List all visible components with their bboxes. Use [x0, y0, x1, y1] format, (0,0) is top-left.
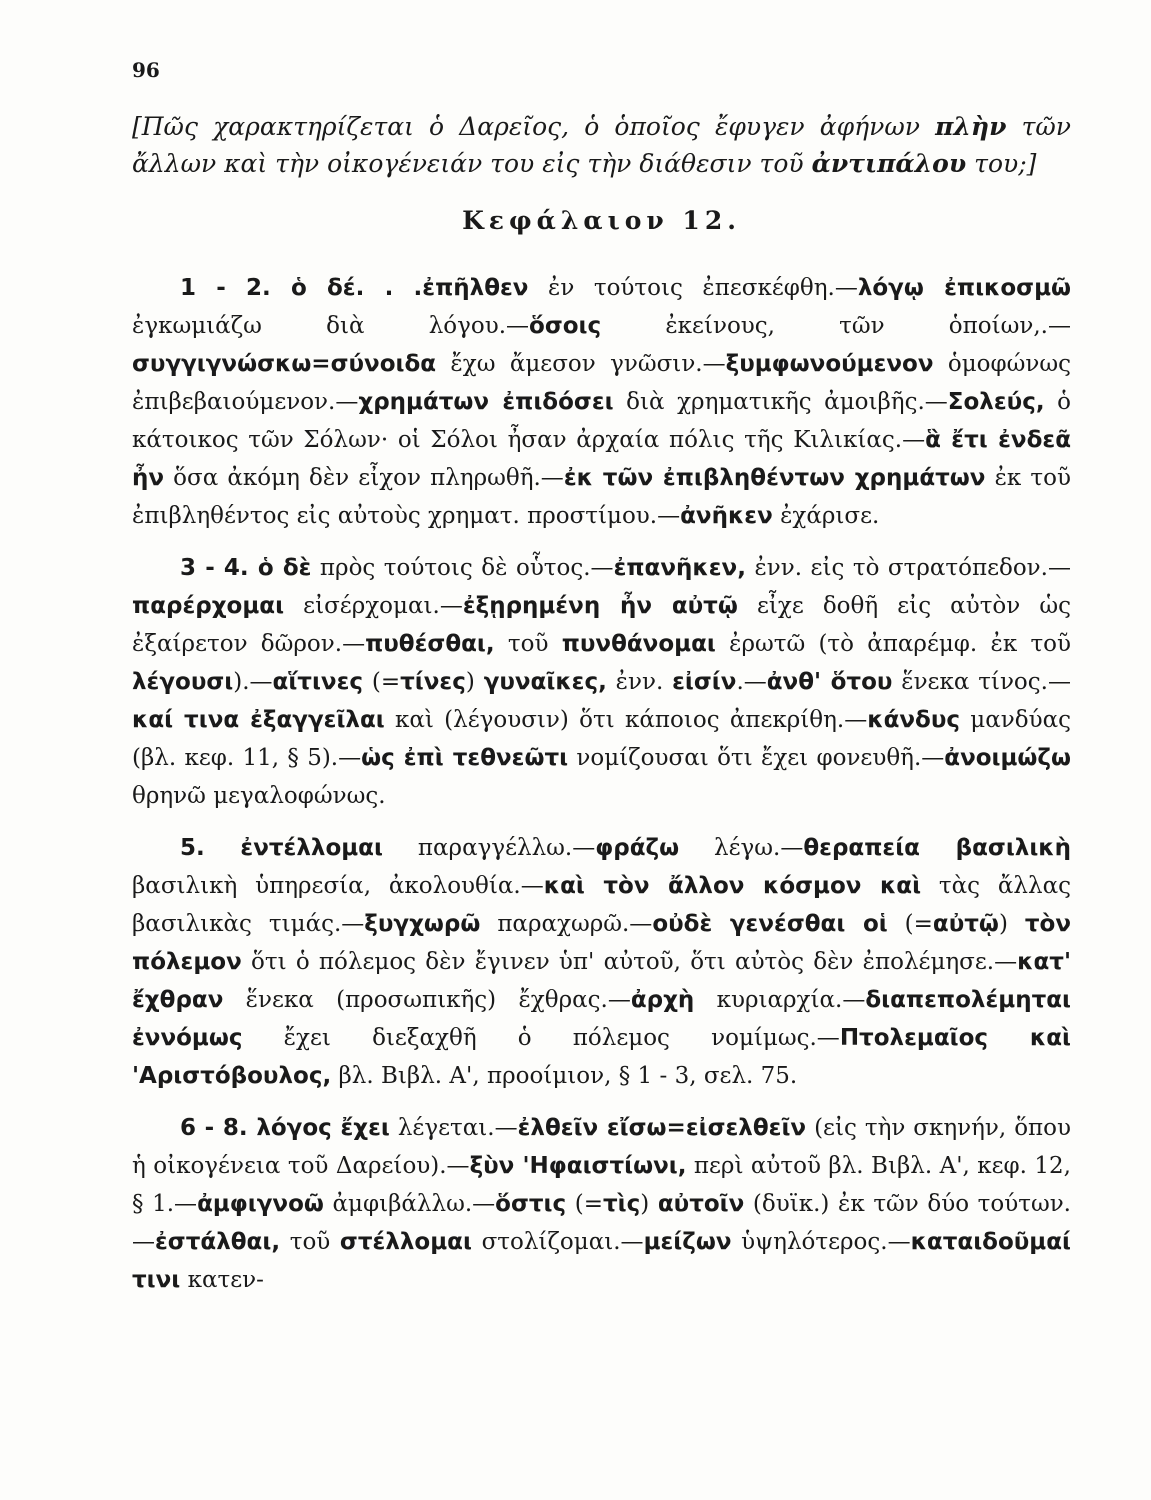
lemma-term: μείζων	[643, 1229, 732, 1255]
gloss-text: ὑψηλότερος.—	[731, 1229, 911, 1255]
lemma-term: λόγῳ ἐπικοσμῶ	[857, 275, 1071, 301]
gloss-text: )	[998, 911, 1025, 937]
question-text-close: του;]	[966, 149, 1037, 178]
lemma-term: αὐτῷ	[932, 911, 999, 937]
lemma-term: ἀρχὴ	[630, 987, 695, 1013]
commentary-paragraph	[132, 829, 1071, 1095]
gloss-text: (=	[363, 669, 401, 695]
gloss-text: τὰς ἄλλας βασιλικὰς τιμάς.—	[132, 873, 1071, 937]
gloss-text: θρηνῶ μεγαλοφώνως.	[132, 783, 386, 809]
gloss-text: )	[640, 1191, 658, 1217]
lemma-term: πυνθάνομαι	[561, 631, 716, 657]
lemma-term: χρημάτων ἐπιδόσει	[358, 389, 614, 415]
lemma-term: Πτολεμαῖος καὶ 'Αριστόβουλος,	[132, 1025, 1071, 1089]
lemma-term: κατ' ἔχθραν	[132, 949, 1071, 1013]
gloss-text: ἐρωτῶ (τὸ ἀπαρέμφ. ἐκ τοῦ	[715, 631, 1071, 657]
lemma-term: αἵτινες	[272, 669, 364, 695]
question-emph-1: πλὴν	[935, 112, 1007, 141]
gloss-text: πρὸς τούτοις δὲ οὗτος.—	[311, 555, 614, 581]
lemma-term: τὶς	[603, 1191, 641, 1217]
lemma-term: πυθέσθαι,	[365, 631, 495, 657]
lemma-term: ἀμφιγνοῶ	[197, 1191, 324, 1217]
gloss-text: εἶχε δοθῆ εἰς αὐτὸν ὡς ἐξαίρετον δῶρον.—	[132, 593, 1071, 657]
gloss-text: ἀμφιβάλλω.—	[323, 1191, 496, 1217]
lemma-term: 3 - 4. ὁ δὲ	[180, 555, 312, 581]
lemma-term: ὡς ἐπὶ τεθνεῶτι	[361, 745, 569, 771]
gloss-text: παραγγέλλω.—	[382, 835, 596, 861]
commentary-paragraph	[132, 269, 1071, 535]
lemma-term: τὸν πόλεμον	[132, 911, 1072, 975]
question-text-open: [Πῶς χαρακτηρίζεται ὁ Δαρεῖος, ὁ ὁποῖος ἔφυγεν ἀφήνων	[132, 112, 936, 141]
lemma-term: κάνδυς	[867, 707, 961, 733]
gloss-text: )	[465, 669, 484, 695]
lemma-term: διαπεπολέμηται ἐννόμως	[132, 987, 1072, 1051]
gloss-text: παραχωρῶ.—	[480, 911, 653, 937]
gloss-text: κυριαρχία.—	[694, 987, 866, 1013]
gloss-text: (εἰς τὴν σκηνήν, ὅπου ἡ οἰκογένεια τοῦ Δαρείου).—	[132, 1115, 1071, 1179]
lemma-term: 6 - 8. λόγος ἔχει	[180, 1115, 390, 1141]
gloss-text: ἕνεκα (προσωπικῆς) ἔχθρας.—	[223, 987, 631, 1013]
lemma-term: λέγουσι	[132, 669, 234, 695]
gloss-text: .—	[736, 669, 767, 695]
lemma-term: αὐτοῖν	[657, 1191, 745, 1217]
lemma-term: ἐπανῆκεν,	[613, 555, 746, 581]
lemma-term: ἀνοιμώζω	[944, 745, 1072, 771]
lemma-term: Σολεύς,	[947, 389, 1045, 415]
lemma-term: ἀνθ' ὅτου	[766, 669, 893, 695]
gloss-text: ἐνν. εἰς τὸ στρατόπεδον.—	[745, 555, 1071, 581]
gloss-text: στολίζομαι.—	[471, 1229, 644, 1255]
gloss-text: κατεν-	[180, 1267, 264, 1293]
gloss-text: ἕνεκα τίνος.—	[892, 669, 1071, 695]
chapter-title: Κεφάλαιον 12.	[462, 206, 741, 235]
question-emph-2: ἀντιπάλου	[811, 149, 967, 178]
lemma-term: ἐκ τῶν ἐπιβληθέντων χρημάτων	[563, 465, 986, 491]
gloss-text: ἔχω ἄμεσον γνῶσιν.—	[436, 351, 726, 377]
lemma-term: γυναῖκες,	[483, 669, 607, 695]
gloss-text: ἐν τούτοις ἐπεσκέφθη.—	[528, 275, 858, 301]
gloss-text: ἐνν.	[606, 669, 673, 695]
gloss-text: ἐκείνους, τῶν ὁποίων,.—	[601, 313, 1071, 339]
question-text-mid: τῶν ἄλλων καὶ τὴν οἰκογένειάν του εἰς τὴν διάθεσιν τοῦ	[132, 112, 1071, 178]
gloss-text: καὶ (λέγουσιν) ὅτι κάποιος ἀπεκρίθη.—	[384, 707, 868, 733]
lemma-term: ξυμφωνούμενον	[725, 351, 934, 377]
lemma-term: καὶ τὸν ἄλλον κόσμον καὶ	[543, 873, 922, 899]
gloss-text: ἐγκωμιάζω διὰ λόγου.—	[132, 313, 530, 339]
lemma-term: παρέρχομαι	[132, 593, 285, 619]
gloss-text: ).—	[233, 669, 273, 695]
lemma-term: 1 - 2. ὁ δέ. . .ἐπῆλθεν	[180, 275, 529, 301]
gloss-text: ἔχει διεξαχθῆ ὁ πόλεμος νομίμως.—	[242, 1025, 840, 1051]
commentary-paragraph	[132, 549, 1071, 815]
gloss-text: (=	[887, 911, 933, 937]
lemma-term: ὅστις	[495, 1191, 567, 1217]
gloss-text: ἐκ τοῦ ἐπιβληθέντος εἰς αὐτοὺς χρηματ. προστίμου.—	[132, 465, 1071, 529]
gloss-text: ὅσα ἀκόμη δὲν εἶχον πληρωθῆ.—	[164, 465, 564, 491]
gloss-text: τοῦ	[494, 631, 562, 657]
lemma-term: καταιδοῦμαί τινι	[132, 1229, 1071, 1293]
lemma-term: ἀνῆκεν	[680, 503, 773, 529]
lemma-term: ὅσοις	[529, 313, 602, 339]
gloss-text: εἰσέρχομαι.—	[284, 593, 463, 619]
gloss-text: περὶ αὐτοῦ βλ. Βιβλ. Α', κεφ. 12, § 1.—	[132, 1153, 1071, 1217]
lemma-term: συγγιγνώσκω=σύνοιδα	[132, 351, 437, 377]
gloss-text: τοῦ	[280, 1229, 340, 1255]
gloss-text: ἐχάρισε.	[772, 503, 880, 529]
lemma-term: καί τινα ἐξαγγεῖλαι	[132, 707, 385, 733]
lemma-term: θεραπεία βασιλικὴ	[803, 835, 1072, 861]
lemma-term: στέλλομαι	[339, 1229, 472, 1255]
lemma-term: εἰσίν	[672, 669, 737, 695]
lemma-term: ἐστάλθαι,	[155, 1229, 281, 1255]
study-question	[132, 108, 1071, 182]
lemma-term: οὐδὲ γενέσθαι οἱ	[652, 911, 888, 937]
commentary-paragraph	[132, 1109, 1071, 1299]
gloss-text: λέγω.—	[679, 835, 804, 861]
gloss-text: βασιλικὴ ὑπηρεσία, ἀκολουθία.—	[132, 873, 544, 899]
lemma-term: ξὺν 'Ηφαιστίωνι,	[469, 1153, 687, 1179]
lemma-term: τίνες	[400, 669, 466, 695]
lemma-term: ἐλθεῖν εἴσω=εἰσελθεῖν	[517, 1115, 807, 1141]
gloss-text: μανδύας (βλ. κεφ. 11, § 5).—	[132, 707, 1071, 771]
gloss-text: ὁ κάτοικος τῶν Σόλων· οἱ Σόλοι ἦσαν ἀρχαία πόλις τῆς Κιλικίας.—	[132, 389, 1071, 453]
gloss-text: ὅτι ὁ πόλεμος δὲν ἔγινεν ὑπ' αὐτοῦ, ὅτι αὐτὸς δὲν ἐπολέμησε.—	[241, 949, 1018, 975]
commentary	[132, 269, 1071, 1299]
lemma-term: ἃ ἔτι ἐνδεᾶ ἦν	[132, 427, 1071, 491]
lemma-term: ξυγχωρῶ	[364, 911, 481, 937]
gloss-text: (δυϊκ.) ἐκ τῶν δύο τούτων.—	[132, 1191, 1071, 1255]
lemma-term: φράζω	[595, 835, 680, 861]
lemma-term: 5. ἐντέλλομαι	[180, 835, 383, 861]
lemma-term: ἐξῃρημένη ἦν αὐτῷ	[462, 593, 738, 619]
gloss-text: βλ. Βιβλ. Α', προοίμιον, § 1 - 3, σελ. 75.	[331, 1063, 798, 1089]
gloss-text: ὁμοφώνως ἐπιβεβαιούμενον.—	[132, 351, 1072, 415]
page-number: 96	[132, 58, 160, 82]
gloss-text: (=	[566, 1191, 603, 1217]
gloss-text: διὰ χρηματικῆς ἀμοιβῆς.—	[613, 389, 948, 415]
gloss-text: λέγεται.—	[389, 1115, 518, 1141]
gloss-text: νομίζουσαι ὅτι ἔχει φονευθῆ.—	[568, 745, 945, 771]
